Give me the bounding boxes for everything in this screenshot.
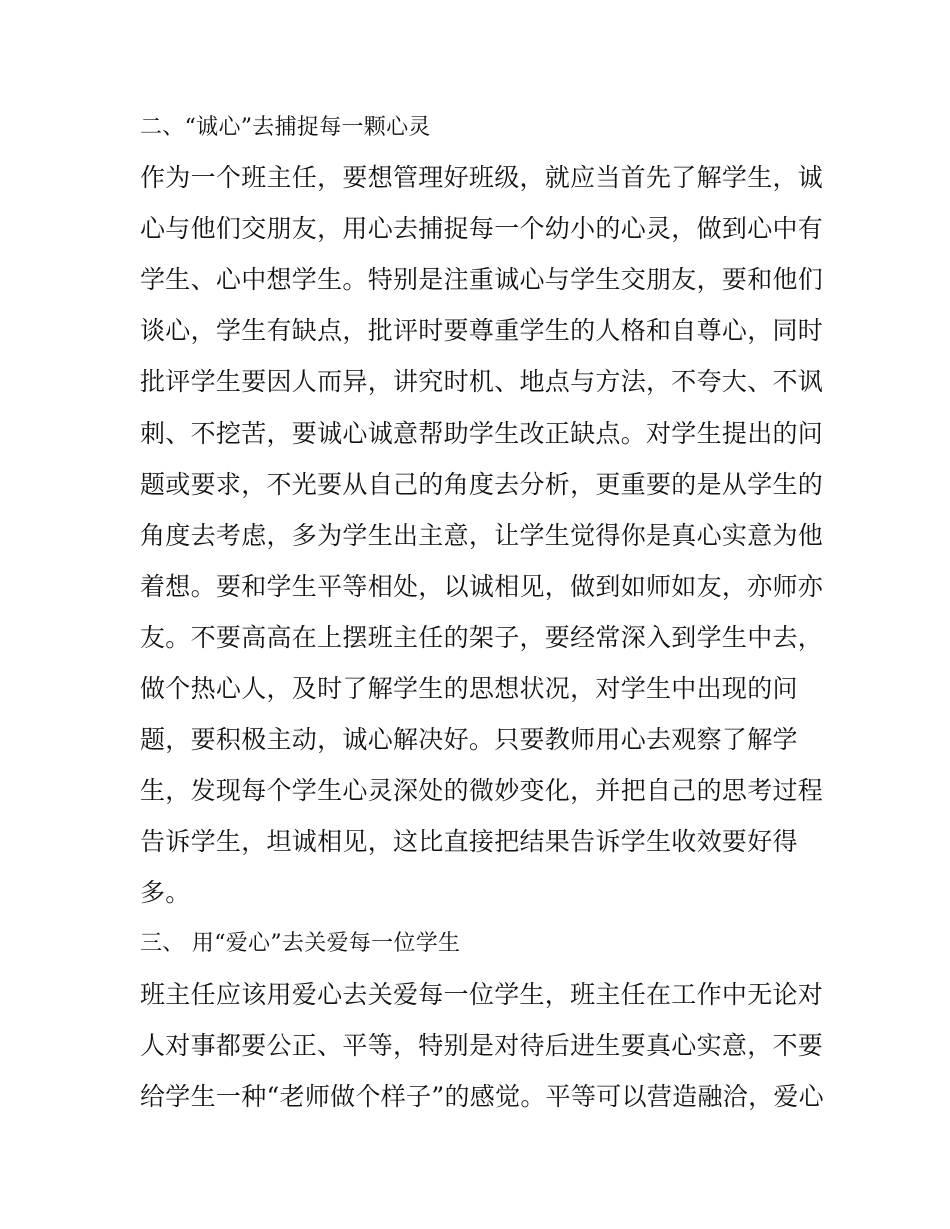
paragraph-line: 做个热心人，及时了解学生的思想状况，对学生中出现的问 xyxy=(140,674,798,703)
paragraph-line: 多。 xyxy=(140,878,191,907)
paragraph-line: 谈心，学生有缺点，批评时要尊重学生的人格和自尊心，同时 xyxy=(140,316,824,345)
paragraph-line: 题，要积极主动，诚心解决好。只要教师用心去观察了解学 xyxy=(140,725,798,754)
paragraph-line: 角度去考虑，多为学生出主意，让学生觉得你是真心实意为他 xyxy=(140,521,824,550)
paragraph-line: 生，发现每个学生心灵深处的微妙变化，并把自己的思考过程 xyxy=(140,776,824,805)
paragraph-line: 作为一个班主任，要想管理好班级，就应当首先了解学生，诚 xyxy=(140,163,824,192)
paragraph-line: 着想。要和学生平等相处，以诚相见，做到如师如友，亦师亦 xyxy=(140,572,824,601)
paragraph-line: 告诉学生，坦诚相见，这比直接把结果告诉学生收效要好得 xyxy=(140,827,798,856)
paragraph-line: 班主任应该用爱心去关爱每一位学生，班主任在工作中无论对 xyxy=(140,980,824,1009)
paragraph-line: 刺、不挖苦，要诚心诚意帮助学生改正缺点。对学生提出的问 xyxy=(140,419,824,448)
paragraph-line: 题或要求，不光要从自己的角度去分析，更重要的是从学生的 xyxy=(140,470,824,499)
section-2-heading: 二、“诚心”去捕捉每一颗心灵 xyxy=(140,115,431,140)
paragraph-line: 给学生一种“老师做个样子”的感觉。平等可以营造融洽，爱心 xyxy=(140,1082,824,1111)
paragraph-line: 批评学生要因人而异，讲究时机、地点与方法，不夸大、不讽 xyxy=(140,367,824,396)
paragraph-line: 友。不要高高在上摆班主任的架子，要经常深入到学生中去， xyxy=(140,623,824,652)
paragraph-line: 学生、心中想学生。特别是注重诚心与学生交朋友，要和他们 xyxy=(140,265,824,294)
section-3-heading: 三、 用“爱心”去关爱每一位学生 xyxy=(140,931,461,956)
paragraph-line: 人对事都要公正、平等，特别是对待后进生要真心实意，不要 xyxy=(140,1031,824,1060)
paragraph-line: 心与他们交朋友，用心去捕捉每一个幼小的心灵，做到心中有 xyxy=(140,214,824,243)
